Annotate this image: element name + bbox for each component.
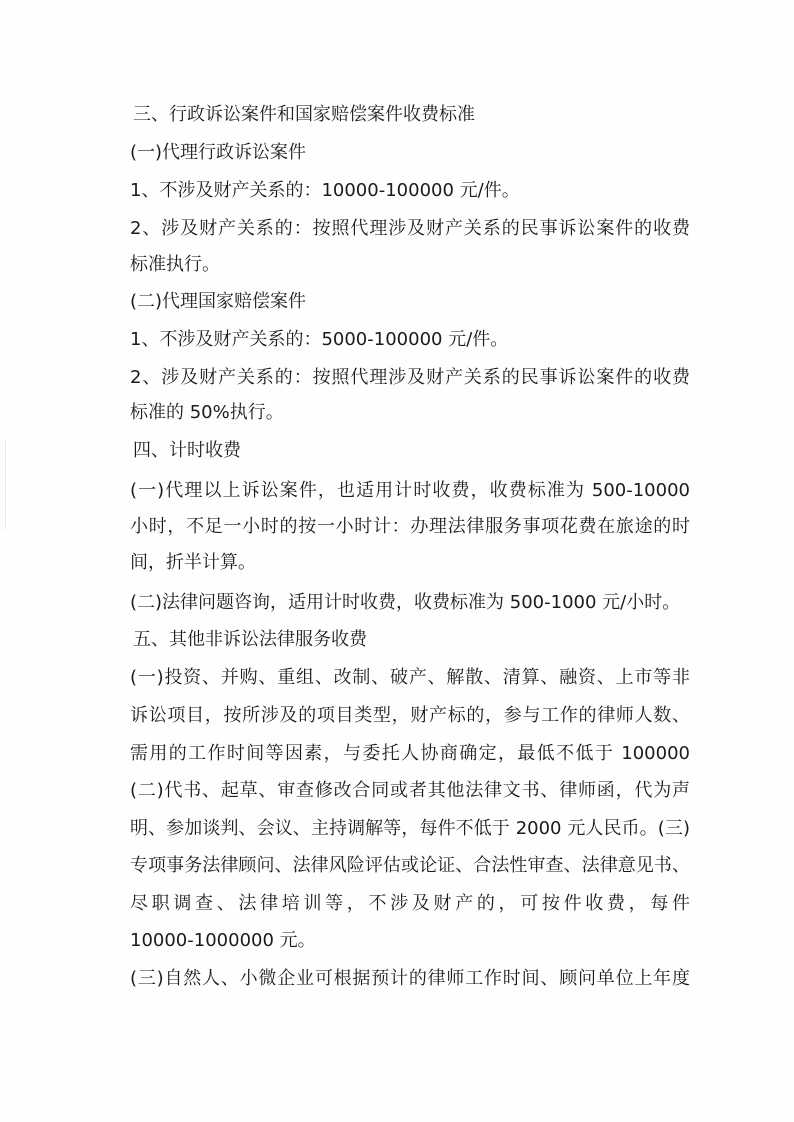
- subheading-administrative-litigation: (一)代理行政诉讼案件: [130, 142, 307, 163]
- document-drafting-fees-continued: 明、参加谈判、会议、主持调解等，每件不低于 2000 元人民币。(三): [130, 818, 690, 839]
- non-litigation-projects: (一)投资、并购、重组、改制、破产、解散、清算、融资、上市等非: [130, 667, 690, 688]
- document-drafting-fees: (二)代书、起草、审查修改合同或者其他法律文书、律师函，代为声: [130, 780, 690, 801]
- subheading-state-compensation: (二)代理国家赔偿案件: [130, 291, 307, 312]
- section-heading-administrative-and-state-compensation-fees: 三、行政诉讼案件和国家赔偿案件收费标准: [133, 104, 475, 125]
- fee-item-property-administrative: 2、涉及财产关系的：按照代理涉及财产关系的民事诉讼案件的收费: [130, 218, 690, 239]
- hourly-fee-litigation: (一)代理以上诉讼案件，也适用计时收费，收费标准为 500-10000: [130, 480, 690, 501]
- hourly-fee-consultation: (二)法律问题咨询，适用计时收费，收费标准为 500-1000 元/小时。: [130, 592, 681, 613]
- hourly-fee-litigation-end: 间，折半计算。: [130, 552, 256, 573]
- fee-item-non-property-administrative: 1、不涉及财产关系的：10000-100000 元/件。: [130, 180, 520, 201]
- special-legal-services-amount: 10000-1000000 元。: [130, 930, 316, 951]
- non-litigation-projects-minimum: 需用的工作时间等因素，与委托人协商确定，最低不低于 100000: [130, 743, 690, 764]
- special-legal-services: 专项事务法律顾问、法律风险评估或论证、合法性审查、法律意见书、: [130, 855, 690, 876]
- section-heading-non-litigation-fees: 五、其他非诉讼法律服务收费: [133, 629, 367, 650]
- individual-small-business-fees: (三)自然人、小微企业可根据预计的律师工作时间、顾问单位上年度: [130, 968, 690, 989]
- section-heading-hourly-fees: 四、计时收费: [133, 440, 241, 461]
- non-litigation-projects-continued: 诉讼项目，按所涉及的项目类型，财产标的，参与工作的律师人数、: [130, 705, 690, 726]
- special-legal-services-continued: 尽职调查、法律培训等，不涉及财产的，可按件收费，每件: [130, 893, 690, 914]
- fee-item-property-administrative-continued: 标准执行。: [130, 254, 220, 275]
- fee-item-property-compensation-continued: 标准的 50%执行。: [130, 402, 284, 423]
- fee-item-non-property-compensation: 1、不涉及财产关系的：5000-100000 元/件。: [130, 329, 509, 350]
- hourly-fee-litigation-continued: 小时，不足一小时的按一小时计：办理法律服务事项花费在旅途的时: [130, 516, 690, 537]
- scan-edge-artifact: [5, 440, 6, 530]
- fee-item-property-compensation: 2、涉及财产关系的：按照代理涉及财产关系的民事诉讼案件的收费: [130, 367, 690, 388]
